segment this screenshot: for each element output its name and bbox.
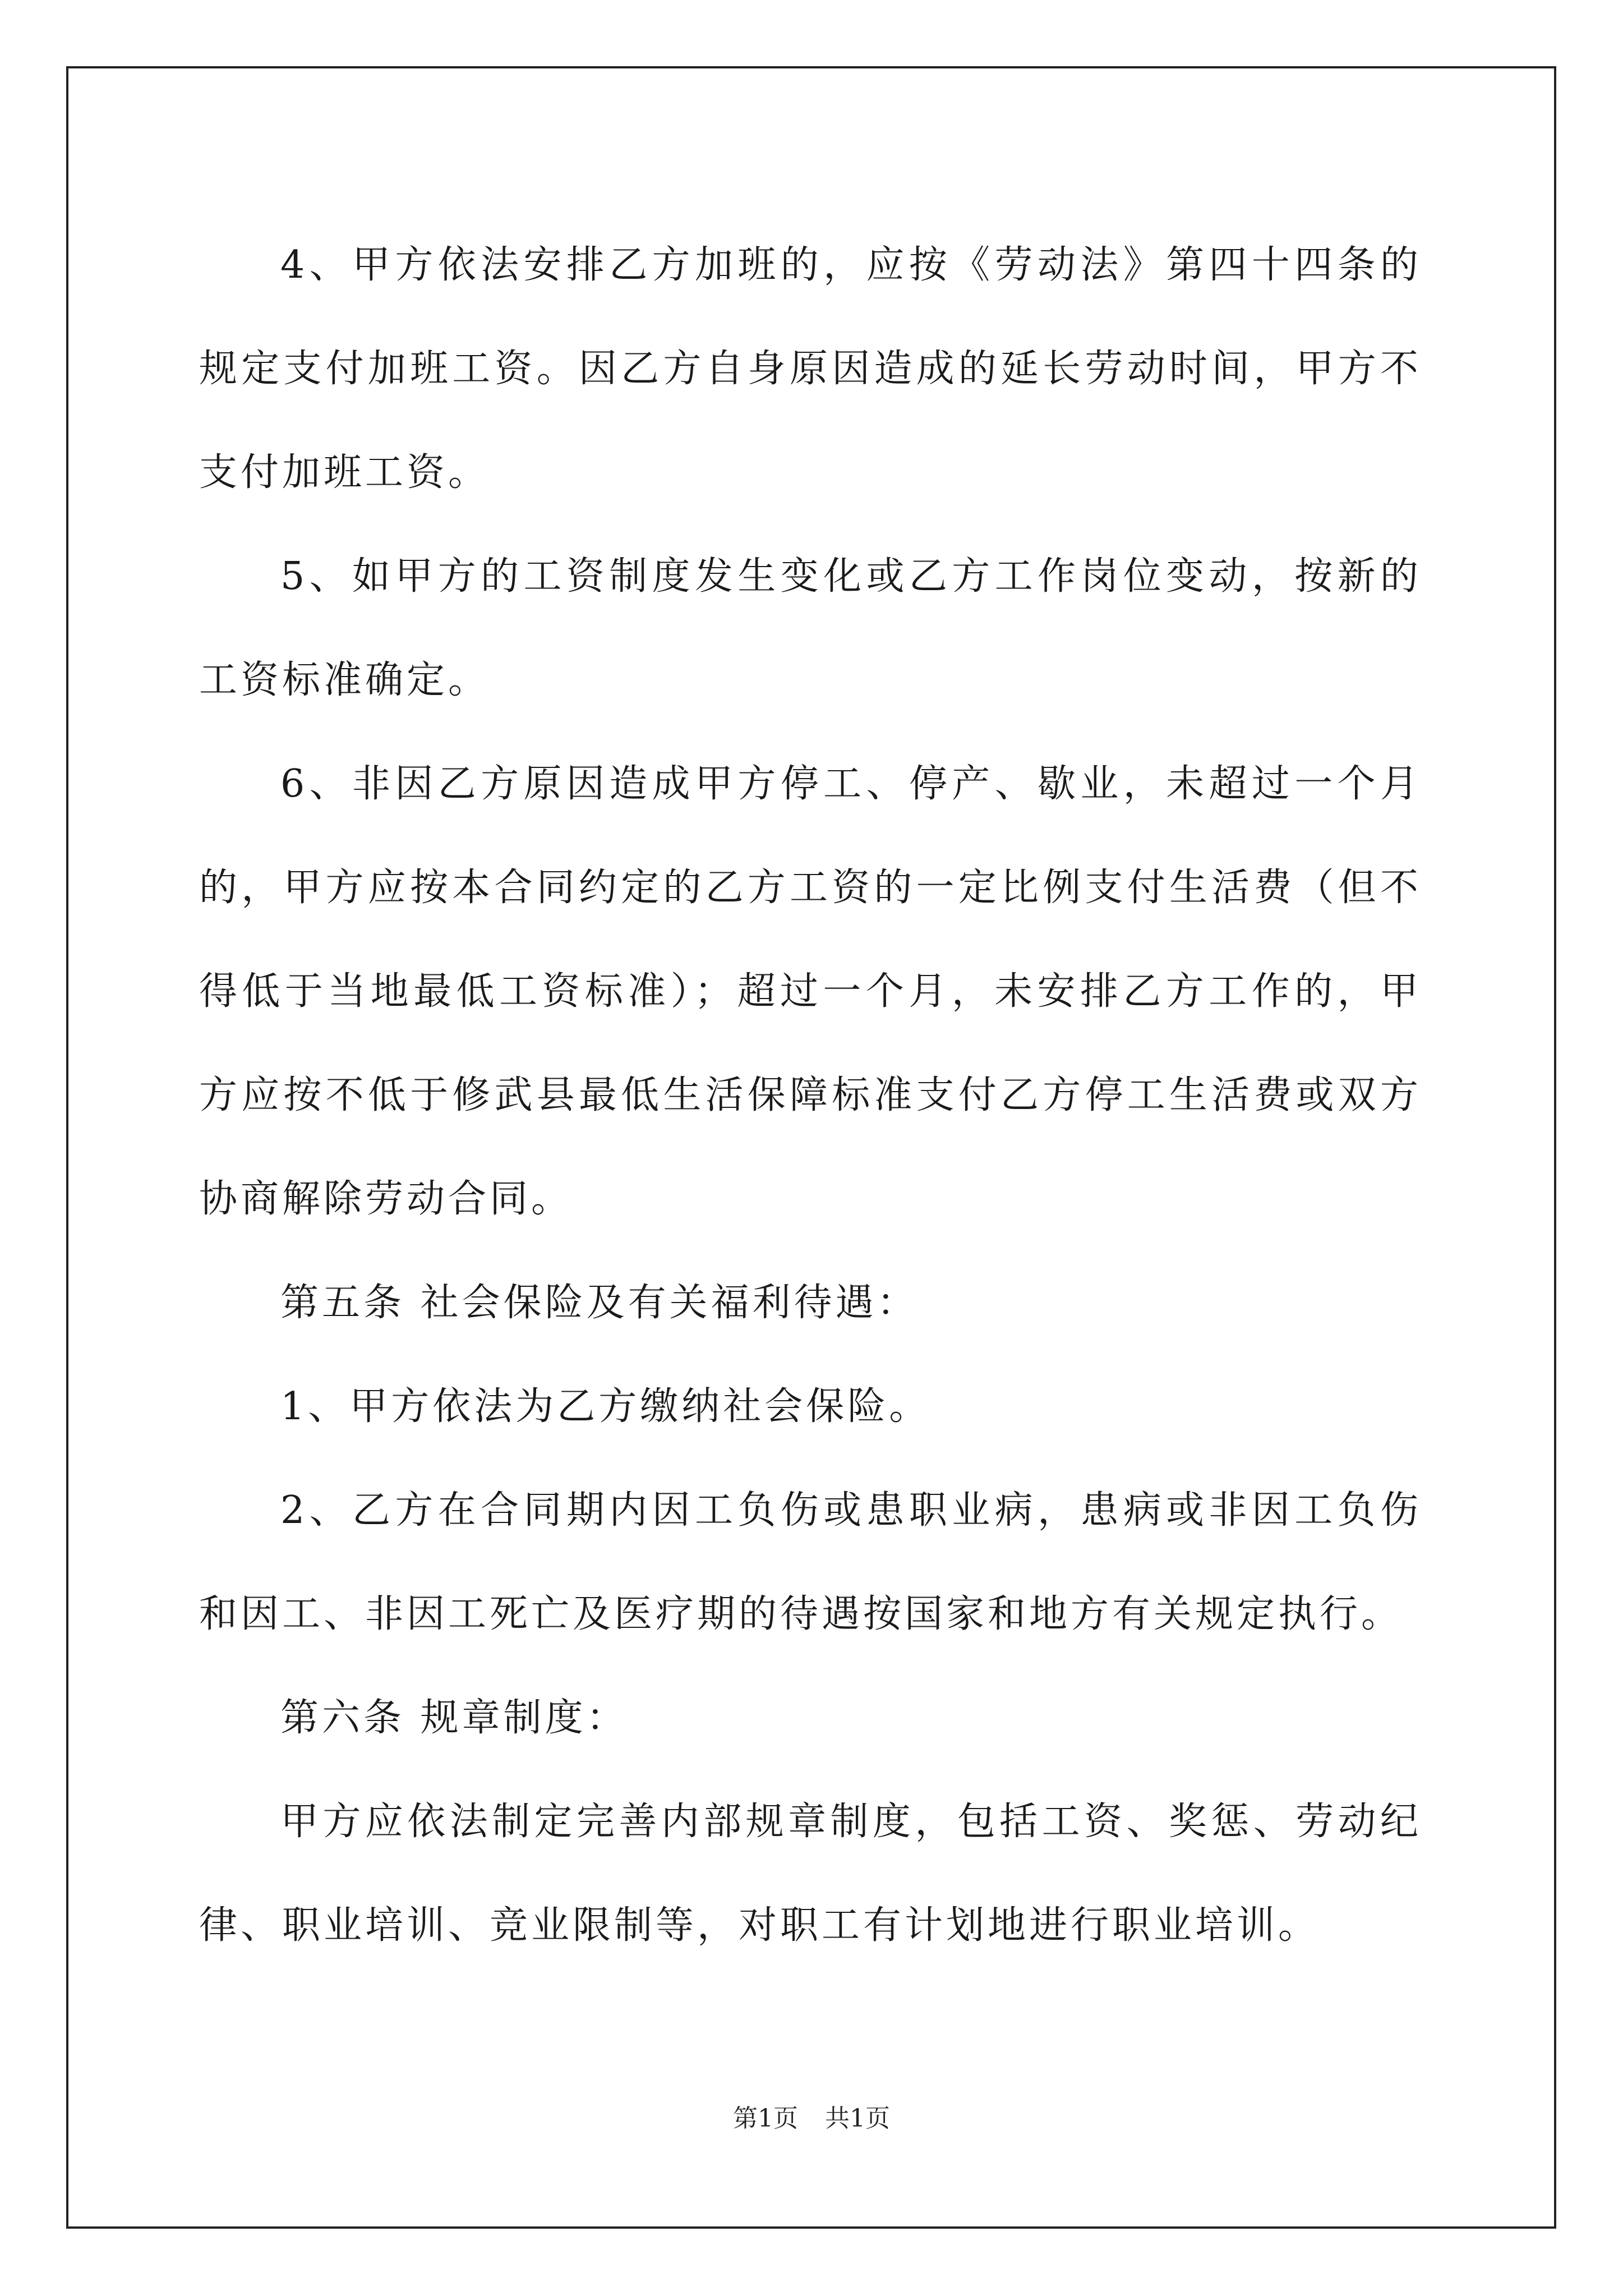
article-six-heading: 第六条 规章制度： [280,1696,628,1740]
paragraph-work-injury: 2、乙方在合同期内因工负伤或患职业病，患病或非因工负伤和因工、非因工死亡及医疗期的待遇按国家和地方有关规定执行。 [199,1488,1422,1636]
article-five-heading: 第五条 社会保险及有关福利待遇： [280,1281,919,1325]
paragraph-work-stoppage: 6、非因乙方原因造成甲方停工、停产、歇业，未超过一个月的，甲方应按本合同约定的乙方工资的一定比例支付生活费（但不得低于当地最低工资标准）；超过一个月，未安排乙方工作的，甲方应按不低于修武县最低生活保障标准支付乙方停工生活费或双方协商解除劳动合同。 [199,762,1422,1221]
page-footer [0,2098,1623,2134]
document-body [199,213,1422,1977]
paragraph-overtime-pay: 4、甲方依法安排乙方加班的，应按《劳动法》第四十四条的规定支付加班工资。因乙方自身原因造成的延长劳动时间，甲方不支付加班工资。 [199,243,1422,495]
paragraph-wage-change: 5、如甲方的工资制度发生变化或乙方工作岗位变动，按新的工资标准确定。 [199,554,1422,702]
page-number: 第1页 [733,2104,798,2133]
paragraph-rules: 甲方应依法制定完善内部规章制度，包括工资、奖惩、劳动纪律、职业培训、竞业限制等，对职工有计划地进行职业培训。 [199,1800,1422,1948]
page-total: 共1页 [825,2104,890,2133]
paragraph-social-insurance: 1、甲方依法为乙方缴纳社会保险。 [280,1384,931,1429]
